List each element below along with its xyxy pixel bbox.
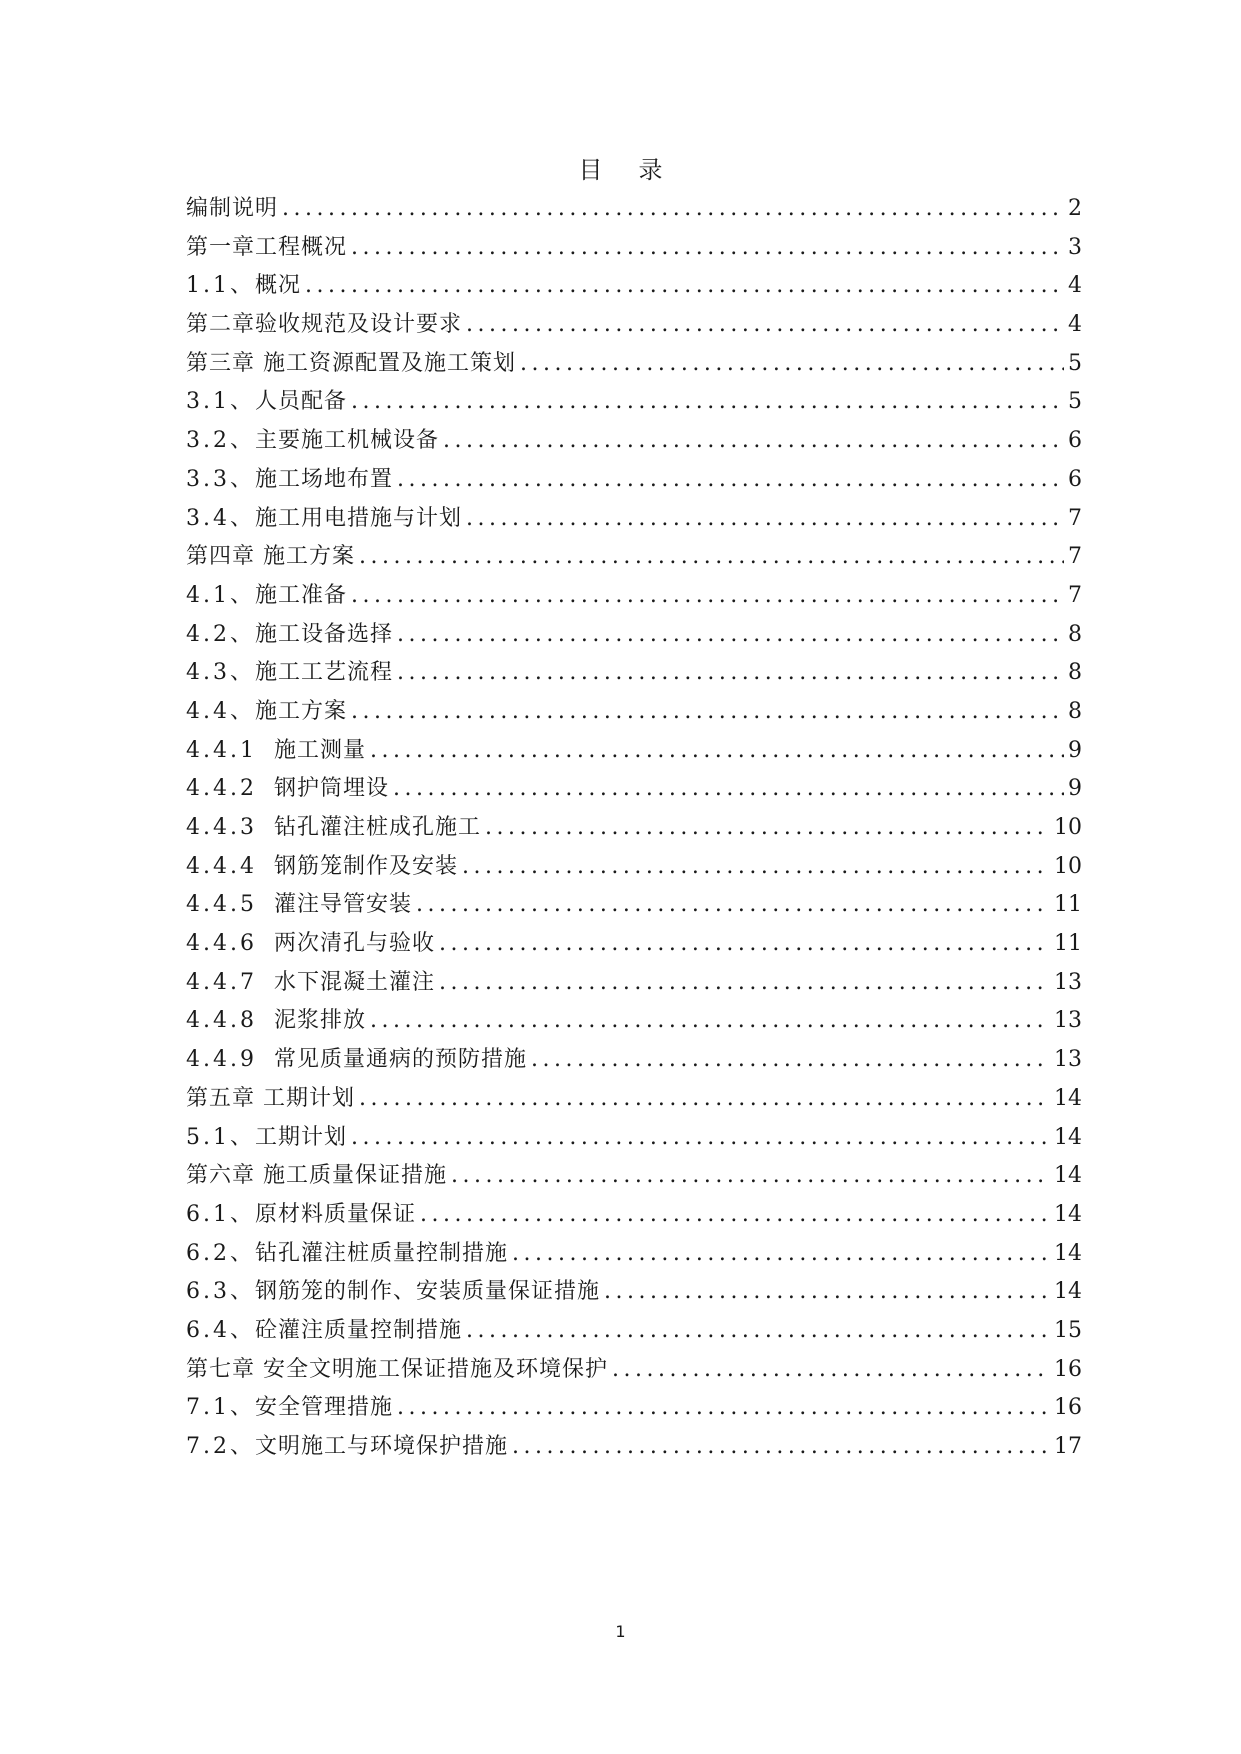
toc-entry-number: 6.2、 xyxy=(186,1240,255,1266)
toc-entry-number: 4.4.2 xyxy=(186,776,257,802)
toc-entry-title: 施工设备选择 xyxy=(255,621,394,647)
toc-entry-page: 10 xyxy=(1054,853,1082,879)
toc-entry-title: 灌注导管安装 xyxy=(274,892,413,918)
toc-entry-number: 3.3、 xyxy=(186,466,255,492)
toc-entry[interactable] xyxy=(186,345,1082,384)
toc-entry-title: 人员配备 xyxy=(255,389,348,415)
toc-dot-leader xyxy=(466,306,1064,345)
toc-entry-number: 3.1、 xyxy=(186,389,255,415)
toc-dot-leader xyxy=(397,654,1064,693)
toc-entry[interactable] xyxy=(186,1119,1082,1158)
toc-dot-leader xyxy=(305,267,1064,306)
toc-dot-leader xyxy=(416,886,1050,925)
toc-entry[interactable] xyxy=(186,732,1082,771)
toc-entry-title: 钻孔灌注桩成孔施工 xyxy=(274,815,482,840)
toc-entry-number: 6.4、 xyxy=(186,1317,255,1343)
toc-entry-page: 7 xyxy=(1068,582,1082,608)
toc-entry[interactable] xyxy=(186,1273,1082,1312)
toc-entry-page: 7 xyxy=(1068,544,1082,570)
toc-entry[interactable] xyxy=(186,1196,1082,1235)
toc-entry-title: 常见质量通病的预防措施 xyxy=(274,1047,528,1073)
toc-dot-leader xyxy=(359,1080,1050,1119)
toc-entry[interactable] xyxy=(186,770,1082,809)
toc-entry[interactable] xyxy=(186,925,1082,964)
toc-entry-title: 第三章 施工资源配置及施工策划 xyxy=(186,350,516,376)
toc-entry[interactable] xyxy=(186,1389,1082,1428)
toc-entry-title: 施工场地布置 xyxy=(255,466,394,492)
toc-entry-number: 4.4.3 xyxy=(186,815,257,840)
toc-entry[interactable] xyxy=(186,306,1082,345)
toc-entry-title: 施工测量 xyxy=(274,737,367,763)
toc-dot-leader xyxy=(612,1351,1050,1390)
toc-entry-page: 3 xyxy=(1068,234,1082,260)
toc-entry-page: 11 xyxy=(1054,892,1082,918)
toc-entry-title: 砼灌注质量控制措施 xyxy=(255,1317,463,1343)
toc-entry-title: 概况 xyxy=(255,273,302,299)
toc-dot-leader xyxy=(359,538,1064,577)
toc-dot-leader xyxy=(351,693,1064,732)
toc-entry-number: 4.4.1 xyxy=(186,737,257,763)
toc-dot-leader xyxy=(512,1428,1050,1467)
toc-dot-leader xyxy=(466,500,1064,539)
toc-entry[interactable] xyxy=(186,229,1082,268)
page-number: 1 xyxy=(615,1622,626,1641)
toc-entry-title: 第二章验收规范及设计要求 xyxy=(186,312,463,338)
toc-dot-leader xyxy=(439,964,1050,1003)
toc-entry[interactable] xyxy=(186,693,1082,732)
toc-dot-leader xyxy=(512,1235,1050,1274)
toc-entry-title: 编制说明 xyxy=(186,196,279,221)
toc-dot-leader xyxy=(351,229,1064,268)
toc-entry-page: 10 xyxy=(1054,815,1082,840)
toc-entry-number: 4.4.5 xyxy=(186,892,257,918)
toc-entry-page: 4 xyxy=(1068,312,1082,338)
toc-dot-leader xyxy=(397,1389,1050,1428)
toc-entry-number: 3.4、 xyxy=(186,505,255,531)
toc-dot-leader xyxy=(604,1273,1050,1312)
toc-entry[interactable] xyxy=(186,848,1082,887)
toc-entry-title: 泥浆排放 xyxy=(274,1008,367,1034)
toc-entry-title: 施工用电措施与计划 xyxy=(255,505,463,531)
toc-title-right: 录 xyxy=(638,156,663,184)
toc-entry-title: 第六章 施工质量保证措施 xyxy=(186,1163,447,1189)
toc-title xyxy=(0,150,1241,190)
toc-entry[interactable] xyxy=(186,1235,1082,1274)
toc-dot-leader xyxy=(520,345,1064,384)
toc-entry-page: 6 xyxy=(1068,466,1082,492)
toc-entry-page: 8 xyxy=(1068,621,1082,647)
toc-entry[interactable] xyxy=(186,1080,1082,1119)
toc-entry-title: 施工工艺流程 xyxy=(255,660,394,686)
toc-entry-page: 9 xyxy=(1068,737,1082,763)
toc-entry-page: 15 xyxy=(1054,1317,1082,1343)
toc-entry[interactable] xyxy=(186,809,1082,848)
toc-entry-title: 两次清孔与验收 xyxy=(274,931,436,957)
toc-entry-page: 11 xyxy=(1054,931,1082,957)
toc-entry-number: 4.3、 xyxy=(186,660,255,686)
toc-dot-leader xyxy=(397,616,1064,655)
toc-entry[interactable] xyxy=(186,1002,1082,1041)
toc-entry-page: 17 xyxy=(1054,1434,1082,1459)
toc-list xyxy=(186,190,1082,1467)
toc-entry-title: 工期计划 xyxy=(255,1124,348,1150)
toc-entry[interactable] xyxy=(186,461,1082,500)
toc-entry-number: 4.4.4 xyxy=(186,853,257,879)
toc-dot-leader xyxy=(351,1119,1050,1158)
toc-entry-number: 4.4.8 xyxy=(186,1008,257,1034)
toc-entry-title: 钢护筒埋设 xyxy=(274,776,390,802)
toc-entry[interactable] xyxy=(186,616,1082,655)
toc-entry[interactable] xyxy=(186,577,1082,616)
toc-entry[interactable] xyxy=(186,654,1082,693)
toc-dot-leader xyxy=(439,925,1050,964)
toc-entry-title: 第四章 施工方案 xyxy=(186,544,355,570)
toc-dot-leader xyxy=(370,732,1064,771)
toc-entry-page: 14 xyxy=(1054,1124,1082,1150)
toc-entry-page: 14 xyxy=(1054,1279,1082,1305)
toc-entry-title: 施工方案 xyxy=(255,698,348,724)
toc-entry[interactable] xyxy=(186,1428,1082,1467)
toc-entry-title: 钢筋笼的制作、安装质量保证措施 xyxy=(255,1279,601,1305)
toc-entry-title: 施工准备 xyxy=(255,582,348,608)
toc-dot-leader xyxy=(351,577,1064,616)
toc-entry-number: 7.1、 xyxy=(186,1395,255,1421)
toc-dot-leader xyxy=(462,848,1050,887)
toc-entry-number: 4.1、 xyxy=(186,582,255,608)
toc-dot-leader xyxy=(485,809,1050,848)
toc-entry[interactable] xyxy=(186,422,1082,461)
toc-entry-title: 第五章 工期计划 xyxy=(186,1085,355,1111)
toc-entry-number: 3.2、 xyxy=(186,428,255,454)
toc-entry-title: 第一章工程概况 xyxy=(186,234,348,260)
toc-dot-leader xyxy=(466,1312,1050,1351)
toc-entry[interactable] xyxy=(186,964,1082,1003)
toc-entry-number: 1.1、 xyxy=(186,273,255,299)
toc-dot-leader xyxy=(451,1157,1050,1196)
toc-entry-page: 2 xyxy=(1068,196,1082,221)
toc-entry-page: 14 xyxy=(1054,1240,1082,1266)
toc-entry-page: 13 xyxy=(1054,1047,1082,1073)
toc-entry-page: 8 xyxy=(1068,660,1082,686)
toc-entry-number: 6.3、 xyxy=(186,1279,255,1305)
toc-entry-page: 13 xyxy=(1054,969,1082,995)
toc-entry[interactable] xyxy=(186,190,1082,229)
toc-entry-number: 4.2、 xyxy=(186,621,255,647)
toc-entry-page: 14 xyxy=(1054,1163,1082,1189)
toc-entry[interactable] xyxy=(186,886,1082,925)
toc-entry-title: 水下混凝土灌注 xyxy=(274,969,436,995)
toc-dot-leader xyxy=(282,190,1064,229)
toc-entry[interactable] xyxy=(186,1312,1082,1351)
toc-entry-number: 4.4、 xyxy=(186,698,255,724)
toc-entry-number: 5.1、 xyxy=(186,1124,255,1150)
toc-entry-page: 13 xyxy=(1054,1008,1082,1034)
toc-entry-page: 9 xyxy=(1068,776,1082,802)
toc-entry-page: 16 xyxy=(1054,1356,1082,1382)
toc-entry-number: 4.4.7 xyxy=(186,969,257,995)
toc-entry[interactable] xyxy=(186,1351,1082,1390)
toc-entry-number: 7.2、 xyxy=(186,1434,255,1459)
toc-entry-title: 主要施工机械设备 xyxy=(255,428,440,454)
toc-entry[interactable] xyxy=(186,1041,1082,1080)
toc-dot-leader xyxy=(420,1196,1050,1235)
toc-dot-leader xyxy=(370,1002,1050,1041)
toc-entry-page: 5 xyxy=(1068,350,1082,376)
toc-entry-title: 钢筋笼制作及安装 xyxy=(274,853,459,879)
toc-dot-leader xyxy=(531,1041,1050,1080)
toc-entry-page: 6 xyxy=(1068,428,1082,454)
toc-entry[interactable] xyxy=(186,538,1082,577)
toc-dot-leader xyxy=(397,461,1064,500)
toc-entry-page: 16 xyxy=(1054,1395,1082,1421)
toc-entry-page: 7 xyxy=(1068,505,1082,531)
toc-entry-title: 原材料质量保证 xyxy=(255,1201,417,1227)
toc-entry[interactable] xyxy=(186,500,1082,539)
toc-entry-page: 14 xyxy=(1054,1201,1082,1227)
toc-entry-title: 钻孔灌注桩质量控制措施 xyxy=(255,1240,509,1266)
toc-entry[interactable] xyxy=(186,1157,1082,1196)
toc-dot-leader xyxy=(443,422,1064,461)
toc-entry-title: 安全管理措施 xyxy=(255,1395,394,1421)
toc-entry[interactable] xyxy=(186,383,1082,422)
toc-entry-title: 文明施工与环境保护措施 xyxy=(255,1434,509,1459)
toc-entry-number: 6.1、 xyxy=(186,1201,255,1227)
toc-entry-number: 4.4.9 xyxy=(186,1047,257,1073)
toc-dot-leader xyxy=(351,383,1064,422)
toc-title-left: 目 xyxy=(578,156,603,184)
toc-entry-page: 5 xyxy=(1068,389,1082,415)
toc-entry-number: 4.4.6 xyxy=(186,931,257,957)
toc-dot-leader xyxy=(393,770,1064,809)
toc-entry-page: 4 xyxy=(1068,273,1082,299)
toc-entry[interactable] xyxy=(186,267,1082,306)
toc-entry-page: 14 xyxy=(1054,1085,1082,1111)
toc-entry-title: 第七章 安全文明施工保证措施及环境保护 xyxy=(186,1356,608,1382)
toc-entry-page: 8 xyxy=(1068,698,1082,724)
